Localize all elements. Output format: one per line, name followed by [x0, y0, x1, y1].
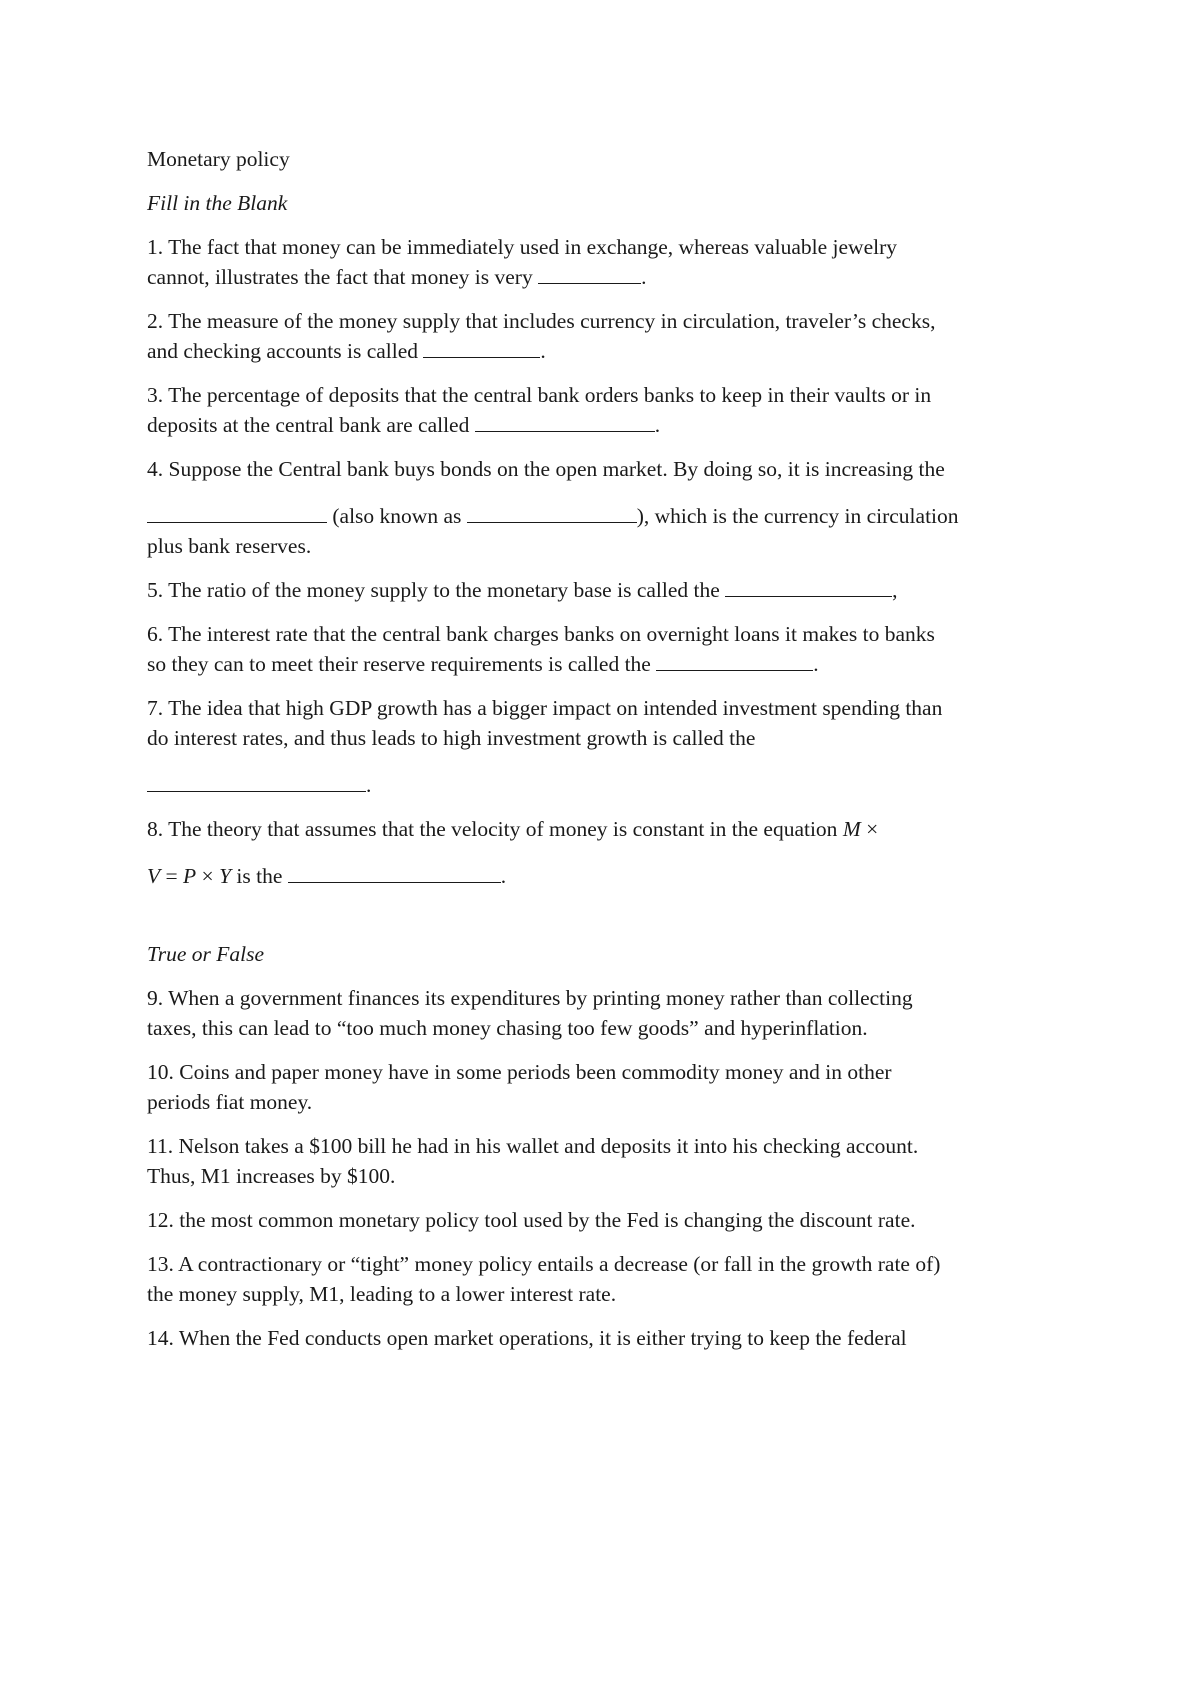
question-14-line-1: 14. When the Fed conducts open market operations, it is either trying to keep the federal — [147, 1326, 907, 1350]
question-6-line-2 — [147, 649, 1067, 679]
question-9-line-1: 9. When a government finances its expenditures by printing money rather than collecting — [147, 986, 913, 1010]
answer-blank — [656, 650, 813, 671]
question-3 — [147, 380, 1067, 440]
question-9 — [147, 983, 1067, 1043]
variable-v: V — [147, 864, 161, 888]
question-8-line-2 — [147, 861, 1067, 891]
question-10 — [147, 1057, 1067, 1117]
document-page — [147, 144, 1067, 1367]
answer-blank — [288, 862, 501, 883]
question-4 — [147, 454, 1067, 561]
variable-m: M — [842, 817, 861, 841]
question-7-line-1: 7. The idea that high GDP growth has a bigger impact on intended investment spending than — [147, 696, 943, 720]
question-10-line-2: periods fiat money. — [147, 1090, 313, 1114]
question-11-line-2: Thus, M1 increases by $100. — [147, 1164, 396, 1188]
question-6-punct: . — [813, 652, 819, 676]
question-13 — [147, 1249, 1067, 1309]
question-13-line-2: the money supply, M1, leading to a lower interest rate. — [147, 1282, 617, 1306]
question-2 — [147, 306, 1067, 366]
answer-blank — [467, 502, 637, 523]
question-4-line-3: plus bank reserves. — [147, 534, 312, 558]
answer-blank — [423, 337, 540, 358]
question-3-punct: . — [654, 413, 661, 437]
question-6-line-1: 6. The interest rate that the central bank charges banks on overnight loans it makes to banks — [147, 622, 935, 646]
section-heading-true-false: True or False — [147, 942, 265, 966]
question-1-punct: . — [641, 265, 647, 289]
question-7-line-2: do interest rates, and thus leads to high investment growth is called the — [147, 726, 756, 750]
document-title: Monetary policy — [147, 147, 290, 171]
question-7 — [147, 693, 1067, 800]
question-1-text: cannot, illustrates the fact that money is very — [147, 265, 539, 289]
question-5 — [147, 575, 1067, 605]
question-4-text: (also known as — [327, 504, 467, 528]
question-11-line-1: 11. Nelson takes a $100 bill he had in his wallet and deposits it into his checking account. — [147, 1134, 919, 1158]
question-6-text: so they can to meet their reserve requirements is called the — [147, 652, 657, 676]
question-8 — [147, 814, 1067, 891]
question-3-line-2 — [147, 410, 1067, 440]
question-3-line-1: 3. The percentage of deposits that the central bank orders banks to keep in their vaults or in — [147, 383, 932, 407]
question-14 — [147, 1323, 1067, 1353]
question-8-text-2: is the — [231, 864, 288, 888]
question-9-line-2: taxes, this can lead to “too much money chasing too few goods” and hyperinflation. — [147, 1016, 868, 1040]
question-7-line-3 — [147, 770, 1067, 800]
equals-symbol: = — [160, 864, 184, 888]
times-symbol: × — [196, 864, 220, 888]
times-symbol: × — [860, 817, 879, 841]
question-7-punct: . — [366, 773, 372, 797]
question-1-line-2 — [147, 262, 1067, 292]
question-1-line-1: 1. The fact that money can be immediately used in exchange, whereas valuable jewelry — [147, 235, 898, 259]
question-2-text: and checking accounts is called — [147, 339, 424, 363]
answer-blank — [147, 502, 327, 523]
question-6 — [147, 619, 1067, 679]
question-2-line-1: 2. The measure of the money supply that includes currency in circulation, traveler’s checks, — [147, 309, 936, 333]
question-5-text: 5. The ratio of the money supply to the monetary base is called the — [147, 578, 726, 602]
question-3-text: deposits at the central bank are called — [147, 413, 475, 437]
question-12-line-1: 12. the most common monetary policy tool used by the Fed is changing the discount rate. — [147, 1208, 916, 1232]
question-11 — [147, 1131, 1067, 1191]
section-spacer — [147, 905, 1067, 939]
question-8-punct: . — [500, 864, 507, 888]
question-2-punct: . — [540, 339, 546, 363]
answer-blank — [147, 771, 366, 792]
answer-blank — [538, 263, 641, 284]
question-13-line-1: 13. A contractionary or “tight” money policy entails a decrease (or fall in the growth rate of) — [147, 1252, 941, 1276]
question-5-punct: , — [892, 578, 898, 602]
section-heading-fill-in: Fill in the Blank — [147, 191, 288, 215]
question-8-line-1 — [147, 814, 1067, 844]
question-2-line-2 — [147, 336, 1067, 366]
variable-y: Y — [219, 864, 232, 888]
question-12 — [147, 1205, 1067, 1235]
question-4-line-1: 4. Suppose the Central bank buys bonds on the open market. By doing so, it is increasing the — [147, 457, 945, 481]
answer-blank — [475, 411, 655, 432]
question-8-text: 8. The theory that assumes that the velocity of money is constant in the equation — [147, 817, 843, 841]
question-10-line-1: 10. Coins and paper money have in some periods been commodity money and in other — [147, 1060, 892, 1084]
answer-blank — [725, 576, 892, 597]
question-4-line-2 — [147, 501, 1067, 531]
question-5-line-1 — [147, 575, 1067, 605]
question-4-text-2: ), which is the currency in circulation — [636, 504, 959, 528]
question-1 — [147, 232, 1067, 292]
variable-p: P — [183, 864, 197, 888]
